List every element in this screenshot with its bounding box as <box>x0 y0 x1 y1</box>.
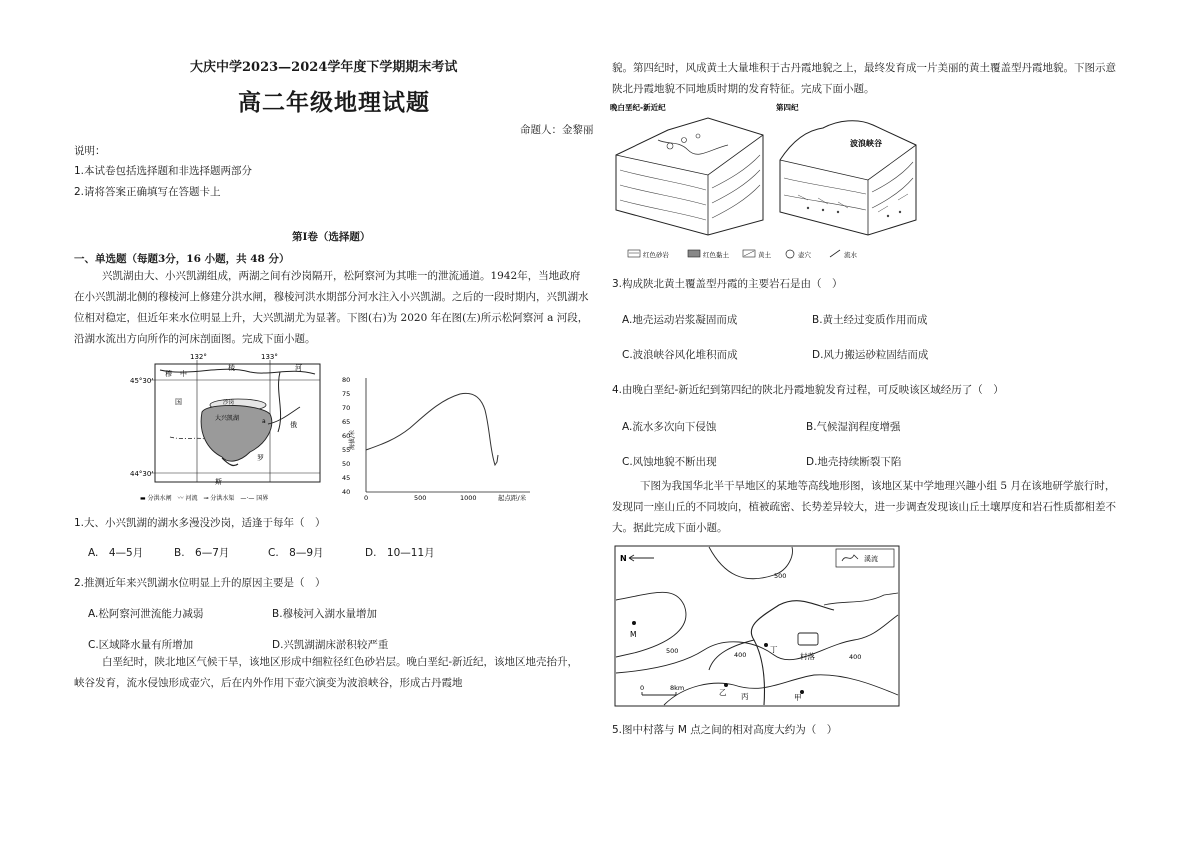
legend-stream: 溪流 <box>864 555 878 563</box>
legend-label: 黄土 <box>758 251 771 259</box>
map-char: 中 <box>180 370 187 378</box>
wave-canyon-label: 波浪峡谷 <box>850 139 882 148</box>
map-char: 斯 <box>215 478 222 486</box>
q3-option-c: C.波浪峡谷风化堆积而成 <box>622 349 738 361</box>
block-title-right: 第四纪 <box>776 103 799 112</box>
x-tick: 500 <box>414 494 427 502</box>
map-legend: ▬ 分洪水闸 〰 河流 ⊸ 分洪水渠 —·— 国界 <box>140 495 269 502</box>
point-label: 甲 <box>794 693 802 702</box>
map-char: a <box>262 418 266 425</box>
page-title: 高二年级地理试题 <box>238 89 430 116</box>
notes-label: 说明： <box>74 145 106 157</box>
passage-line: 陕北丹霞地貌不同地质时期的发育特征。完成下面小题。 <box>612 83 875 95</box>
q1-option-c: C. 8—9月 <box>268 547 324 559</box>
passage-3 <box>612 476 1137 539</box>
passage-line: 在小兴凯湖北侧的穆棱河上修建分洪水闸，穆棱河洪水期部分河水注入小兴凯湖。之后的一段时期内，兴凯湖水 <box>74 291 589 303</box>
map-char: 棱 <box>228 364 235 372</box>
map-char: 河 <box>295 364 302 372</box>
q1-stem: 1.大、小兴凯湖的湖水多漫没沙岗，适逢于每年（ ） <box>74 517 326 529</box>
y-tick: 55 <box>342 446 351 454</box>
village-label: 村落 <box>800 652 815 661</box>
y-tick: 75 <box>342 390 351 398</box>
riverbed-profile-figure <box>340 370 540 502</box>
map-char: 国 <box>175 398 182 406</box>
passage-line: 兴凯湖由大、小兴凯湖组成，两湖之间有沙岗隔开，松阿察河为其唯一的泄流通道。1942年，当地政府 <box>102 270 581 282</box>
passage-1 <box>74 266 594 350</box>
y-tick: 60 <box>342 432 351 440</box>
q2-stem: 2.推测近年来兴凯湖水位明显上升的原因主要是（ ） <box>74 577 326 589</box>
q3-option-d: D.风力搬运砂粒固结而成 <box>812 349 929 361</box>
passage-line: 大。据此完成下面小题。 <box>612 522 728 534</box>
q4-option-b: B.气候湿润程度增强 <box>806 421 901 433</box>
passage-2-continued <box>612 58 1132 100</box>
y-tick: 65 <box>342 418 351 426</box>
scale-label: 8km <box>670 684 685 692</box>
map-char: 大兴凯湖 <box>215 415 240 422</box>
y-tick: 70 <box>342 404 351 412</box>
q3-option-b: B.黄土经过变质作用而成 <box>812 314 928 326</box>
q3-option-a: A.地壳运动岩浆凝固而成 <box>622 314 738 326</box>
map-char: 穆 <box>165 370 172 378</box>
danxia-block-diagrams <box>608 100 938 268</box>
passage-line: 位相对稳定，但近年来水位明显上升，大兴凯湖尤为显著。下图(右)为 2020 年在图(左)所示松阿察河 a 河段， <box>74 312 589 324</box>
q2-option-d: D.兴凯湖湖床淤积较严重 <box>272 639 389 651</box>
x-tick: 0 <box>364 494 369 502</box>
passage-line: 貌。第四纪时，风成黄土大量堆积于古丹霞地貌之上，最终发育成一片美丽的黄土覆盖型丹霞地貌。下图示意 <box>612 62 1116 74</box>
y-axis-label: 海拔/米 <box>349 429 356 450</box>
section-title: 第Ⅰ卷（选择题） <box>292 231 371 243</box>
q4-stem: 4.由晚白垩纪-新近纪到第四纪的陕北丹霞地貌发育过程，可反映该区域经历了（ ） <box>612 384 1004 396</box>
map-char: 沙岗 <box>223 400 235 406</box>
legend-label: 红色砂岩 <box>643 251 669 259</box>
lat-label: 45°30' <box>130 377 154 385</box>
q2-option-c: C.区域降水量有所增加 <box>88 639 194 651</box>
point-label: 丁 <box>770 645 778 654</box>
block-right <box>780 121 916 235</box>
point-label: 丙 <box>741 692 749 701</box>
q4-option-d: D.地壳持续断裂下陷 <box>806 456 902 468</box>
q3-stem: 3.构成陕北黄土覆盖型丹霞的主要岩石是由（ ） <box>612 278 843 290</box>
q2-option-b: B.穆棱河入湖水量增加 <box>272 608 378 620</box>
contour-label: 500 <box>666 647 679 655</box>
legend-label: 流水 <box>844 251 857 259</box>
contour-label: 500 <box>774 572 787 580</box>
legend-label: 壶穴 <box>798 251 811 259</box>
point-label: M <box>630 630 637 639</box>
block-left <box>616 118 763 235</box>
block-legend <box>628 250 858 259</box>
x-axis-label: 起点距/米 <box>498 494 527 502</box>
map-char: 罗 <box>257 454 264 462</box>
y-tick: 40 <box>342 488 351 496</box>
q1-option-b: B. 6—7月 <box>174 547 230 559</box>
q1-option-d: D. 10—11月 <box>365 547 435 559</box>
contour-label: 400 <box>734 651 747 659</box>
q4-option-a: A.流水多次向下侵蚀 <box>622 421 717 433</box>
lon-label: 133° <box>261 353 278 361</box>
lake-map-figure <box>130 352 325 507</box>
passage-line: 沿湖水流出方向所作的河床剖面图。完成下面小题。 <box>74 333 316 345</box>
block-title-left: 晚白垩纪-新近纪 <box>610 103 666 112</box>
scale-label: 0 <box>640 684 645 692</box>
q2-option-a: A.松阿察河泄流能力减弱 <box>88 608 204 620</box>
lat-label: 44°30' <box>130 470 154 478</box>
y-tick: 50 <box>342 460 351 468</box>
map-char: 俄 <box>290 421 297 429</box>
x-tick: 1000 <box>460 494 477 502</box>
note-item: 1.本试卷包括选择题和非选择题两部分 <box>74 165 253 177</box>
y-tick: 80 <box>342 376 351 384</box>
north-label: N <box>620 554 627 563</box>
author-line: 命题人：金黎丽 <box>520 124 594 136</box>
contour-map-figure <box>614 545 900 707</box>
note-item: 2.请将答案正确填写在答题卡上 <box>74 186 221 198</box>
school-title: 大庆中学2023—2024学年度下学期期末考试 <box>190 60 458 75</box>
passage-line: 发现同一座山丘的不同坡向，植被疏密、长势差异较大，进一步调查发现该山丘土壤厚度和岩石性质都相差不 <box>612 501 1116 513</box>
passage-line: 白垩纪时，陕北地区气候干旱，该地区形成中细粒径红色砂岩层。晚白垩纪-新近纪，该地区地壳抬升， <box>102 656 579 668</box>
passage-line: 下图为我国华北半干旱地区的某地等高线地形图，该地区某中学地理兴趣小组 5 月在该地研学旅行时， <box>640 480 1116 492</box>
contour-label: 400 <box>849 653 862 661</box>
legend-label: 红色黏土 <box>703 251 729 259</box>
passage-line: 峡谷发育，流水侵蚀形成壶穴，后在内外作用下壶穴演变为波浪峡谷，形成古丹霞地 <box>74 677 463 689</box>
passage-2 <box>74 652 594 694</box>
point-label: 乙 <box>719 688 727 697</box>
q4-option-c: C.风蚀地貌不断出现 <box>622 456 717 468</box>
lon-label: 132° <box>190 353 207 361</box>
part-heading: 一、单选题（每题3分，16 小题，共 48 分） <box>74 253 290 265</box>
q5-stem: 5.图中村落与 M 点之间的相对高度大约为（ ） <box>612 724 838 736</box>
y-tick: 45 <box>342 474 351 482</box>
q1-option-a: A. 4—5月 <box>88 547 144 559</box>
